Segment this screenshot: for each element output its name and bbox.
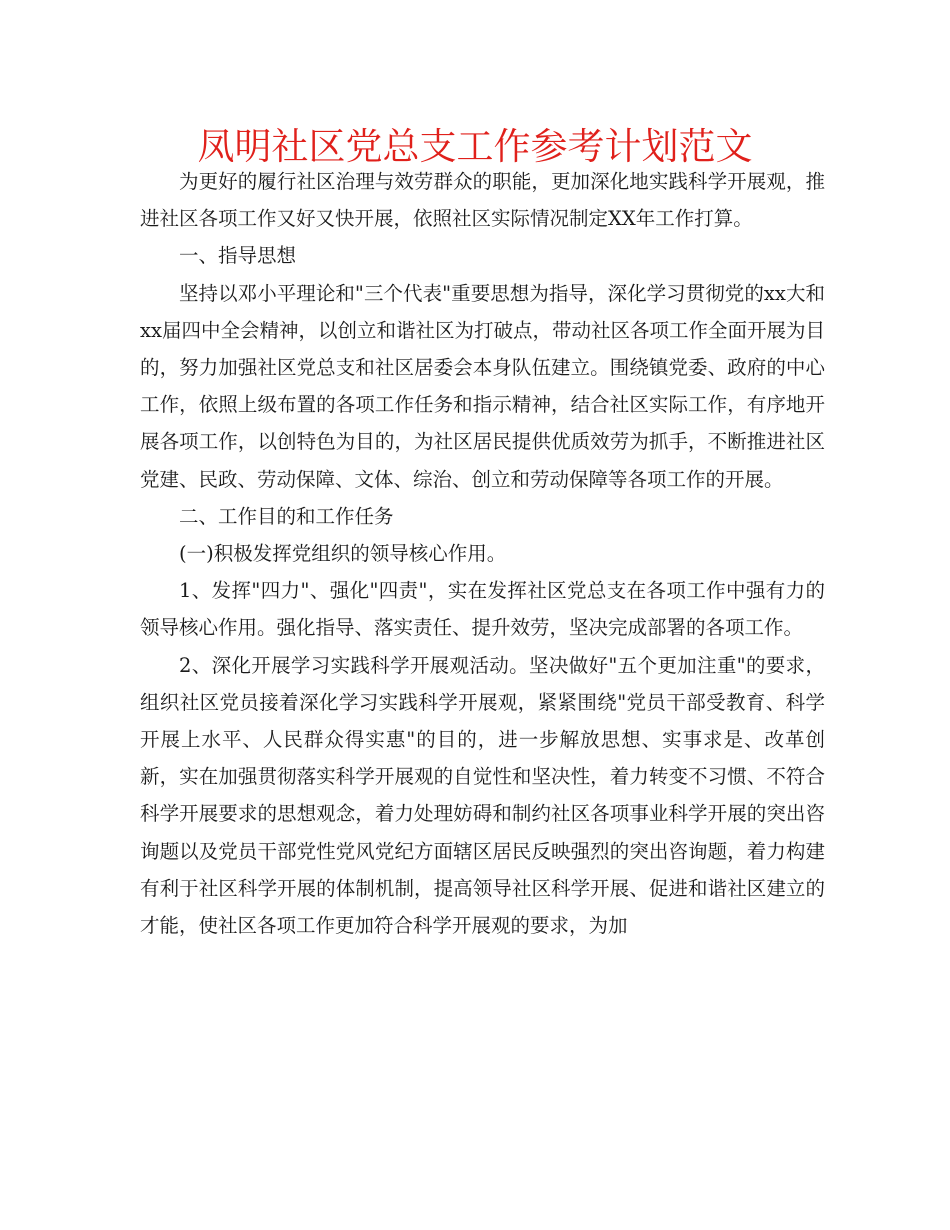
document-title: 凤明社区党总支工作参考计划范文 <box>197 125 753 168</box>
section-heading-goals-tasks: 二、工作目的和工作任务 <box>179 504 394 528</box>
paragraph-guiding-ideology: 坚持以邓小平理论和"三个代表"重要思想为指导，深化学习贯彻党的xx大和xx届四中全会精神，以创立和谐社区为打破点，带动社区各项工作全面开展为目的，努力加强社区党总支和社区居委会本身队伍建立。围绕镇党委、政府的中心工作，依照上级布置的各项工作任务和指示精神，结合社区实际工作，有序地开展各项工作，以创特色为目的，为社区居民提供优质效劳为抓手，不断推进社区党建、民政、劳动保障、文体、综治、创立和劳动保障等各项工作的开展。 <box>140 281 825 491</box>
section-heading-guiding-ideology: 一、指导思想 <box>179 244 297 268</box>
document-body <box>140 163 825 944</box>
paragraph-intro: 为更好的履行社区治理与效劳群众的职能，更加深化地实践科学开展观，推进社区各项工作又好又快开展，依照社区实际情况制定XX年工作打算。 <box>140 170 825 231</box>
paragraph-item-1: 1、发挥"四力"、强化"四责"，实在发挥社区党总支在各项工作中强有力的领导核心作用。强化指导、落实责任、提升效劳，坚决完成部署的各项工作。 <box>140 579 825 640</box>
paragraph-item-2: 2、深化开展学习实践科学开展观活动。坚决做好"五个更加注重"的要求，组织社区党员接着深化学习实践科学开展观，紧紧围绕"党员干部受教育、科学开展上水平、人民群众得实惠"的目的，进一步解放思想、实事求是、改革创新，实在加强贯彻落实科学开展观的自觉性和坚决性，着力转变不习惯、不符合科学开展要求的思想观念，着力处理妨碍和制约社区各项事业科学开展的突出咨询题以及党员干部党性党风党纪方面辖区居民反映强烈的突出咨询题，着力构建有利于社区科学开展的体制机制，提高领导社区科学开展、促进和谐社区建立的才能，使社区各项工作更加符合科学开展观的要求，为加 <box>140 653 825 938</box>
subsection-heading-party-leadership: (一)积极发挥党组织的领导核心作用。 <box>179 542 507 566</box>
